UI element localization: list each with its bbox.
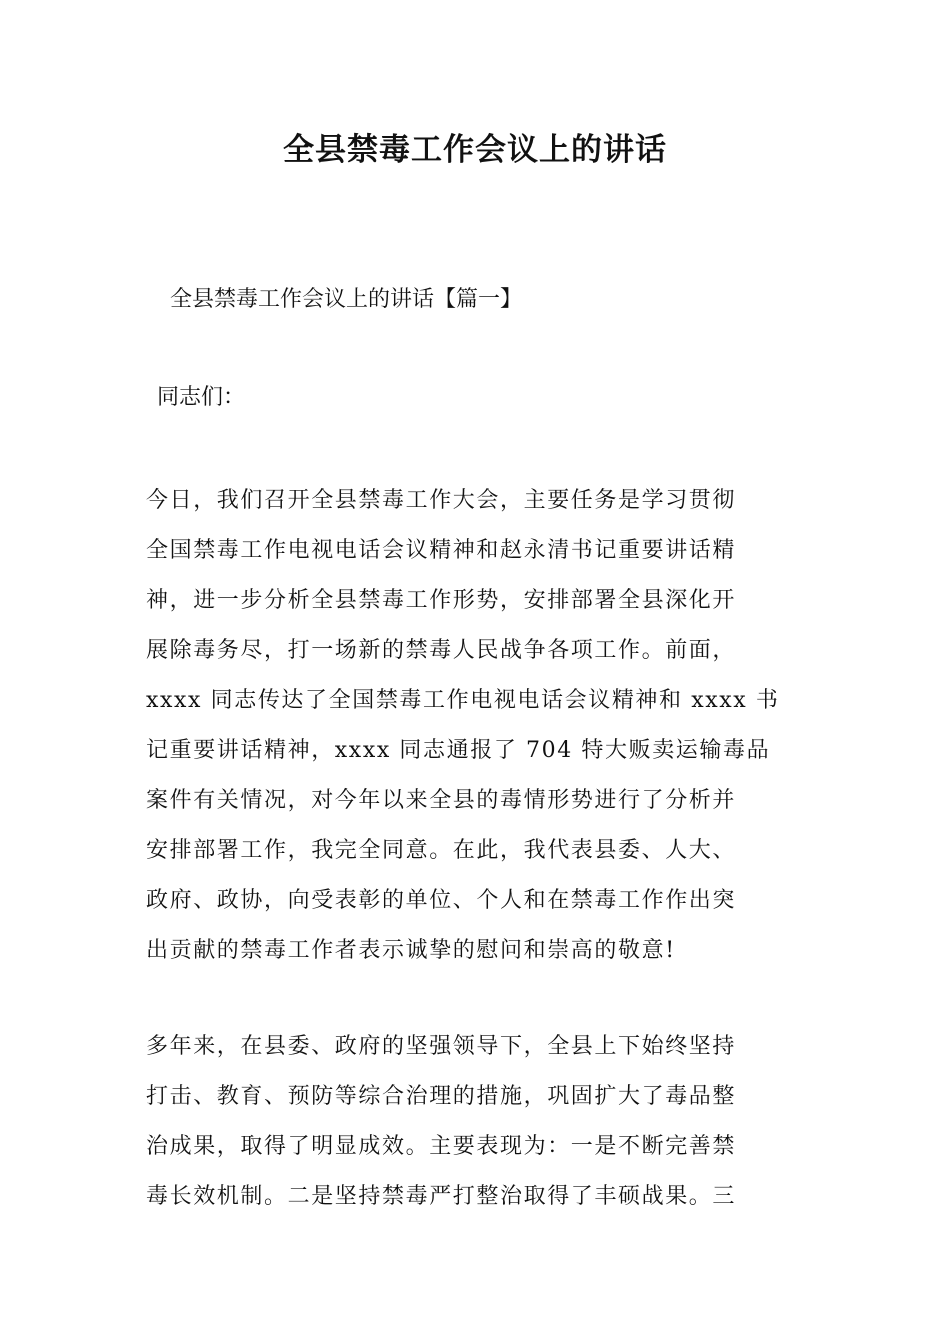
paragraph-2 — [146, 1022, 826, 1222]
document-title: 全县禁毒工作会议上的讲话 — [283, 132, 667, 168]
paragraph-line: 治成果，取得了明显成效。主要表现为：一是不断完善禁 — [146, 1134, 737, 1159]
paragraph-line: 记重要讲话精神，xxxx 同志通报了 704 特大贩卖运输毒品 — [146, 738, 771, 763]
section-heading: 全县禁毒工作会议上的讲话【篇一】 — [170, 287, 523, 312]
paragraph-line: 多年来，在县委、政府的坚强领导下，全县上下始终坚持 — [146, 1034, 737, 1059]
paragraph-line: 打击、教育、预防等综合治理的措施，巩固扩大了毒品整 — [146, 1084, 737, 1109]
paragraph-line: 安排部署工作，我完全同意。在此，我代表县委、人大、 — [146, 838, 737, 863]
paragraph-line: xxxx 同志传达了全国禁毒工作电视电话会议精神和 xxxx 书 — [146, 688, 780, 713]
paragraph-line: 毒长效机制。二是坚持禁毒严打整治取得了丰硕战果。三 — [146, 1184, 737, 1209]
paragraph-line: 出贡献的禁毒工作者表示诚挚的慰问和崇高的敬意! — [146, 938, 676, 963]
paragraph-1 — [146, 476, 826, 976]
paragraph-line: 全国禁毒工作电视电话会议精神和赵永清书记重要讲话精 — [146, 538, 737, 563]
paragraph-line: 展除毒务尽，打一场新的禁毒人民战争各项工作。前面， — [146, 638, 737, 663]
salutation: 同志们： — [157, 385, 246, 410]
paragraph-line: 今日，我们召开全县禁毒工作大会，主要任务是学习贯彻 — [146, 488, 737, 513]
paragraph-line: 案件有关情况，对今年以来全县的毒情形势进行了分析并 — [146, 788, 737, 813]
paragraph-line: 政府、政协，向受表彰的单位、个人和在禁毒工作作出突 — [146, 888, 737, 913]
paragraph-line: 神，进一步分析全县禁毒工作形势，安排部署全县深化开 — [146, 588, 737, 613]
